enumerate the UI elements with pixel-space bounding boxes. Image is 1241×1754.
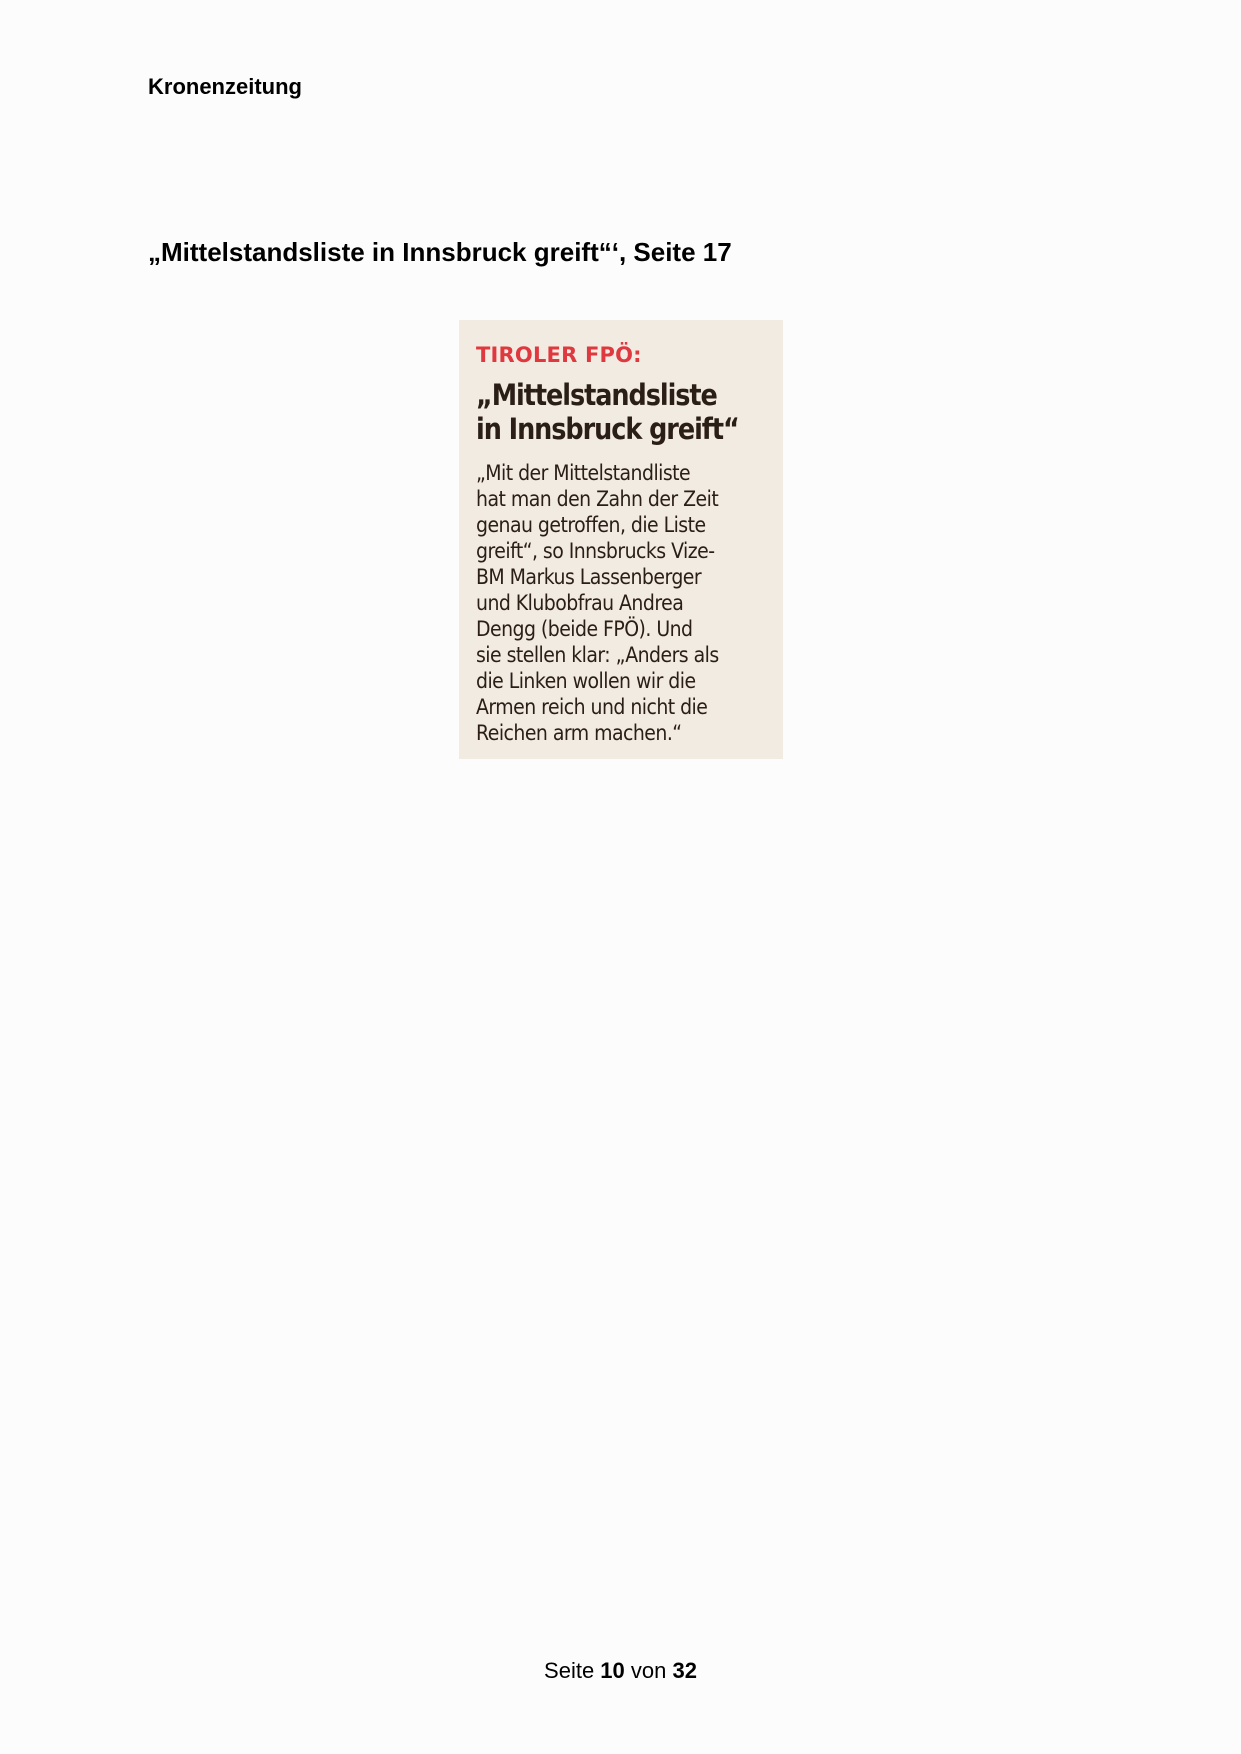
body-line: greift“, so Innsbrucks Vize- bbox=[476, 539, 715, 563]
footer-prefix: Seite bbox=[544, 1658, 601, 1683]
body-line: Reichen arm machen.“ bbox=[476, 721, 682, 745]
page-footer bbox=[0, 1656, 1241, 1686]
body-line: und Klubobfrau Andrea bbox=[476, 591, 684, 615]
body-line: hat man den Zahn der Zeit bbox=[476, 487, 719, 511]
body-line: BM Markus Lassenberger bbox=[476, 565, 702, 589]
current-page-number: 10 bbox=[600, 1658, 625, 1683]
article-title: „Mittelstandsliste in Innsbruck greift“‘, Seite 17 bbox=[148, 237, 732, 267]
body-line: Dengg (beide FPÖ). Und bbox=[476, 617, 693, 641]
headline-line: in Innsbruck greift“ bbox=[476, 412, 739, 446]
body-line: Armen reich und nicht die bbox=[476, 695, 708, 719]
headline-line: „Mittelstandsliste bbox=[476, 378, 717, 412]
clipping-body bbox=[476, 460, 773, 746]
newspaper-clipping bbox=[459, 320, 783, 759]
body-line: sie stellen klar: „Anders als bbox=[476, 643, 719, 667]
footer-middle: von bbox=[624, 1658, 673, 1683]
body-line: die Linken wollen wir die bbox=[476, 669, 696, 693]
total-pages-number: 32 bbox=[672, 1658, 697, 1683]
body-line: „Mit der Mittelstandliste bbox=[476, 461, 691, 485]
source-name: Kronenzeitung bbox=[148, 74, 302, 99]
clipping-kicker: TIROLER FPÖ: bbox=[476, 343, 642, 367]
body-line: genau getroffen, die Liste bbox=[476, 513, 706, 537]
clipping-headline bbox=[476, 378, 766, 446]
